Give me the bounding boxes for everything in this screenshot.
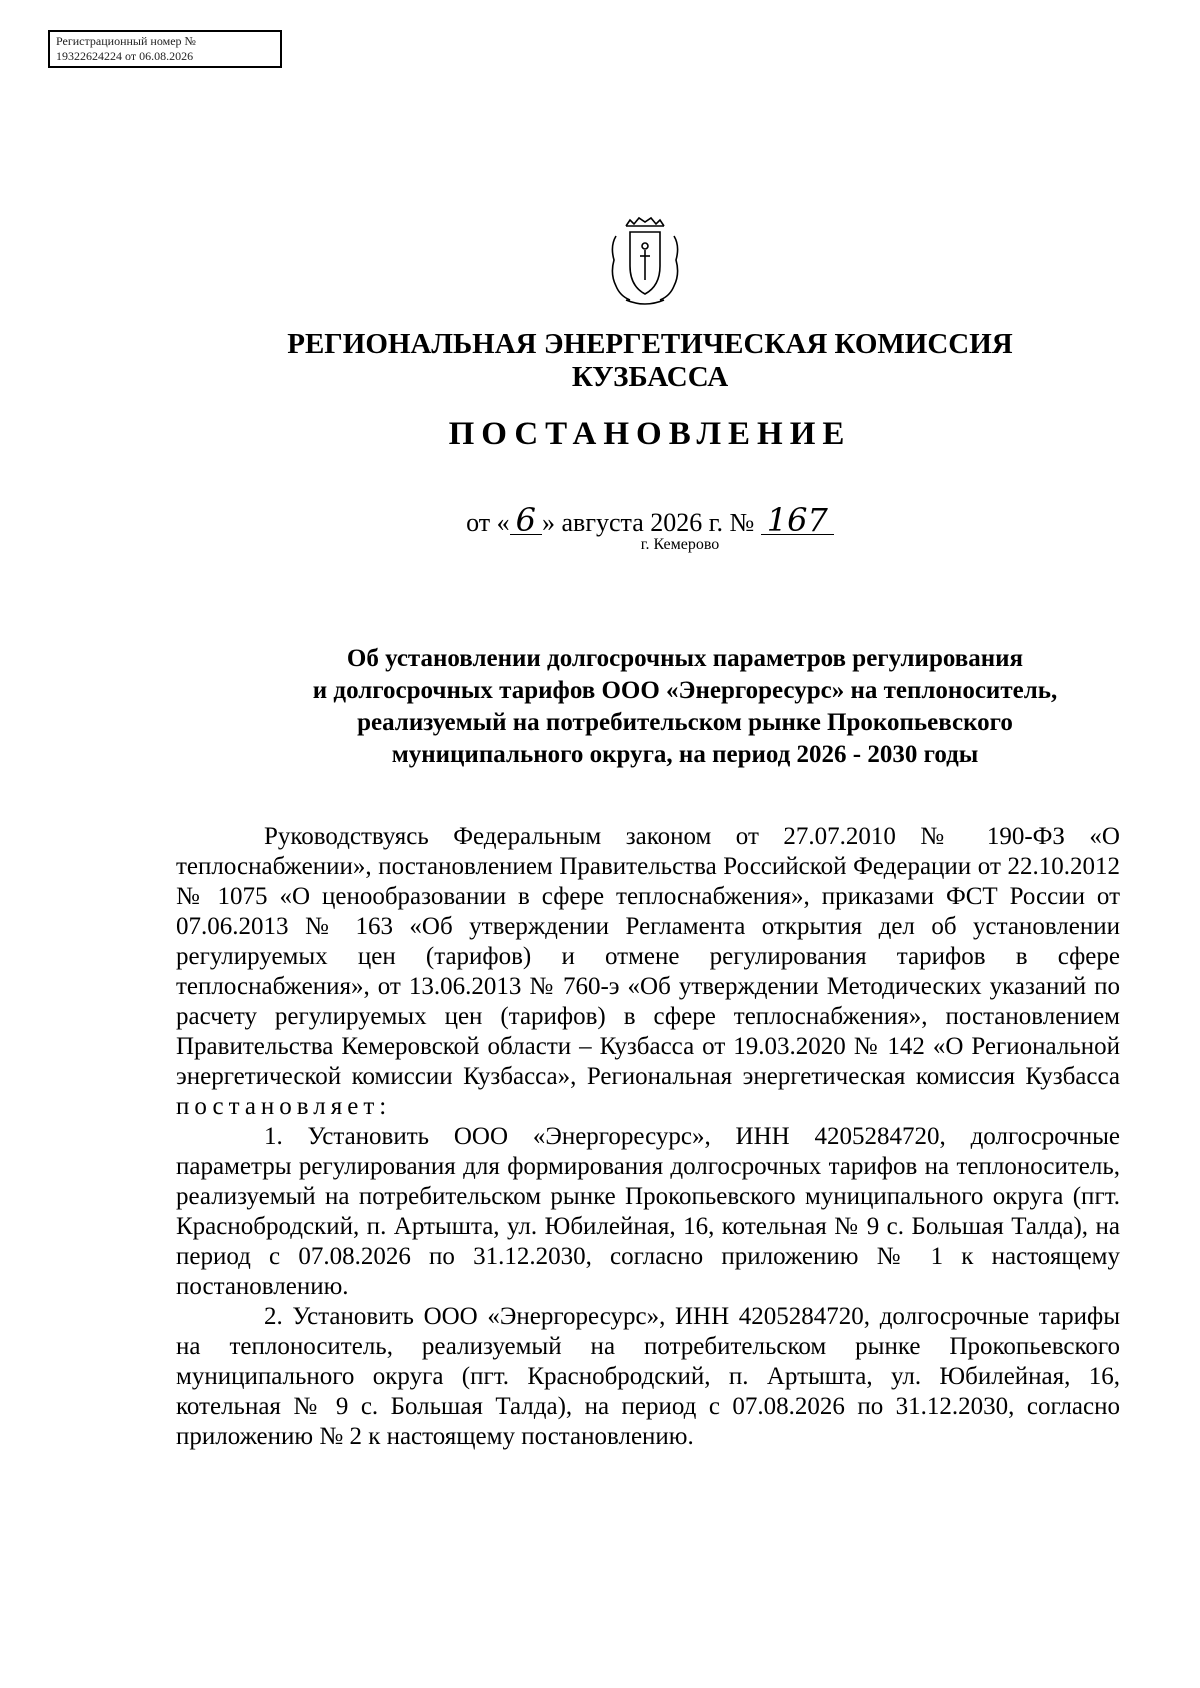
registration-stamp — [48, 30, 282, 68]
item-1-paragraph: 1. Установить ООО «Энергоресурс», ИНН 4205284720, долгосрочные параметры регулирования для формирования долгосрочных тарифов на теплоноситель, реализуемый на потребительском рынке Прокопьевского муниципального округа (пгт. Краснобродский, п. Артышта, ул. Юбилейная, 16, котельная № 9 с. Большая Талда), на период с 07.08.2026 по 31.12.2030, согласно приложению № 1 к настоящему постановлению. — [176, 1123, 1120, 1300]
organization-title — [200, 328, 1100, 394]
subject-line3: реализуемый на потребительском рынке Прокопьевского — [357, 709, 1013, 736]
date-prefix: от « — [466, 508, 510, 537]
preamble-paragraph — [176, 822, 1120, 1122]
preamble-text: Руководствуясь Федеральным законом от 27.07.2010 № 190-ФЗ «О теплоснабжении», постановлением Правительства Российской Федерации от 22.10.2012 № 1075 «О ценообразовании в сфере теплоснабжения», приказами ФСТ России от 07.06.2013 № 163 «Об утверждении Регламента открытия дел об установлении регулируемых цен (тарифов) и отмене регулирования тарифов в сфере теплоснабжения», от 13.06.2013 № 760-э «Об утверждении Методических указаний по расчету регулируемых цен (тарифов) в сфере теплоснабжения», постановлением Правительства Кемеровской области – Кузбасса от 19.03.2020 № 142 «О Региональной энергетической комиссии Кузбасса», Региональная энергетическая комиссия Кузбасса — [176, 823, 1120, 1090]
subject-line2: и долгосрочных тарифов ООО «Энергоресурс» на теплоноситель, — [312, 677, 1058, 704]
document-subject — [250, 643, 1120, 771]
document-body — [176, 822, 1120, 1452]
subject-line4: муниципального округа, на период 2026 - 2030 годы — [391, 741, 979, 768]
organization-title-line1: РЕГИОНАЛЬНАЯ ЭНЕРГЕТИЧЕСКАЯ КОМИССИЯ — [287, 328, 1013, 360]
document-type: ПОСТАНОВЛЕНИЕ — [448, 416, 852, 452]
subject-line1: Об установлении долгосрочных параметров регулирования — [346, 645, 1024, 672]
coat-of-arms-icon — [606, 216, 684, 308]
document-city: г. Кемерово — [640, 536, 720, 553]
handwritten-day: 6 — [510, 506, 542, 535]
date-middle: » августа 2026 г. № — [542, 508, 755, 537]
registration-label: Регистрационный номер № — [56, 34, 196, 48]
item-2-paragraph: 2. Установить ООО «Энергоресурс», ИНН 4205284720, долгосрочные тарифы на теплоноситель, реализуемый на потребительском рынке Прокопьевского муниципального округа (пгт. Краснобродский, п. Артышта, ул. Юбилейная, 16, котельная № 9 с. Большая Талда), на период с 07.08.2026 по 31.12.2030, согласно приложению № 2 к настоящему постановлению. — [176, 1303, 1120, 1450]
document-date-line — [200, 501, 1100, 539]
handwritten-number: 167 — [761, 506, 834, 535]
resolves-word: постановляет: — [176, 1093, 392, 1120]
registration-number: 19322624224 от 06.08.2026 — [56, 49, 194, 63]
organization-title-line2: КУЗБАССА — [571, 361, 729, 393]
